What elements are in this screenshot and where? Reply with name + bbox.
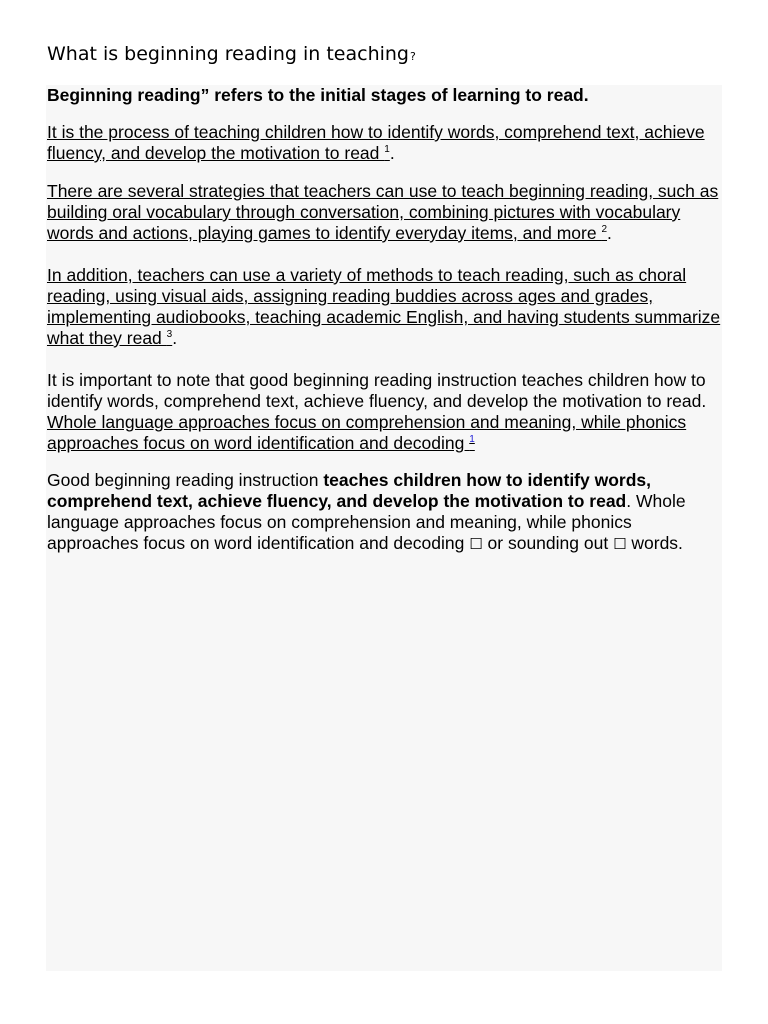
document-title-text: What is beginning reading in teaching <box>47 43 409 65</box>
paragraph-4-plain: It is important to note that good beginning reading instruction teaches children how to identify words, comprehend text, achieve fluency, and develop the motivation to read. <box>47 370 707 411</box>
paragraph-3-text: In addition, teachers can use a variety of methods to teach reading, such as choral reading, using visual aids, assigning reading buddies across ages and grades, implementing audiobooks, teaching academic English, and having students summarize what they read <box>47 265 721 348</box>
document-title-question-mark: ? <box>410 50 416 63</box>
document-title <box>47 42 416 69</box>
paragraph-5-bold: teaches children how to identify words, comprehend text, achieve fluency, and develop the motivation to read <box>47 470 652 511</box>
citation-1-repeat[interactable]: 1 <box>469 434 475 446</box>
citation-2[interactable]: 2 <box>601 224 608 236</box>
paragraph-5-rest-b: or sounding out <box>482 533 614 553</box>
citation-1[interactable]: 1 <box>384 144 390 156</box>
paragraph-1-end: . <box>389 143 395 163</box>
answer-content <box>47 85 723 555</box>
paragraph-4-underlined: Whole language approaches focus on comprehension and meaning, while phonics approaches focus on word identification and decoding <box>47 412 687 453</box>
intro-paragraph: Beginning reading” refers to the initial stages of learning to read. <box>47 85 589 105</box>
paragraph-5-rest-c: words. <box>626 533 683 553</box>
paragraph-4-link[interactable] <box>47 412 686 453</box>
paragraph-5-rest-a: . Whole language approaches focus on comprehension and meaning, while phonics approaches focus on word identification and decoding <box>47 491 686 553</box>
paragraph-1-text: It is the process of teaching children how to identify words, comprehend text, achieve fluency, and develop the motivation to read <box>47 122 705 163</box>
missing-glyph-icon-2: ☐ <box>613 535 627 553</box>
missing-glyph-icon: ☐ <box>469 535 483 553</box>
paragraph-4 <box>47 370 723 454</box>
paragraph-3-end: . <box>172 328 178 348</box>
paragraph-2 <box>47 181 723 244</box>
citation-3[interactable]: 3 <box>166 329 173 341</box>
paragraph-1 <box>47 122 723 164</box>
paragraph-2-link[interactable] <box>47 181 718 243</box>
paragraph-2-text: There are several strategies that teachers can use to teach beginning reading, such as building oral vocabulary through conversation, combining pictures with vocabulary words and actions, playing games to identify everyday items, and more <box>47 181 719 243</box>
paragraph-3-link[interactable] <box>47 265 720 348</box>
paragraph-5-lead: Good beginning reading instruction <box>47 470 324 490</box>
paragraph-1-link[interactable] <box>47 122 705 163</box>
paragraph-5 <box>47 470 723 555</box>
paragraph-2-end: . <box>607 223 612 243</box>
paragraph-3 <box>47 265 723 349</box>
